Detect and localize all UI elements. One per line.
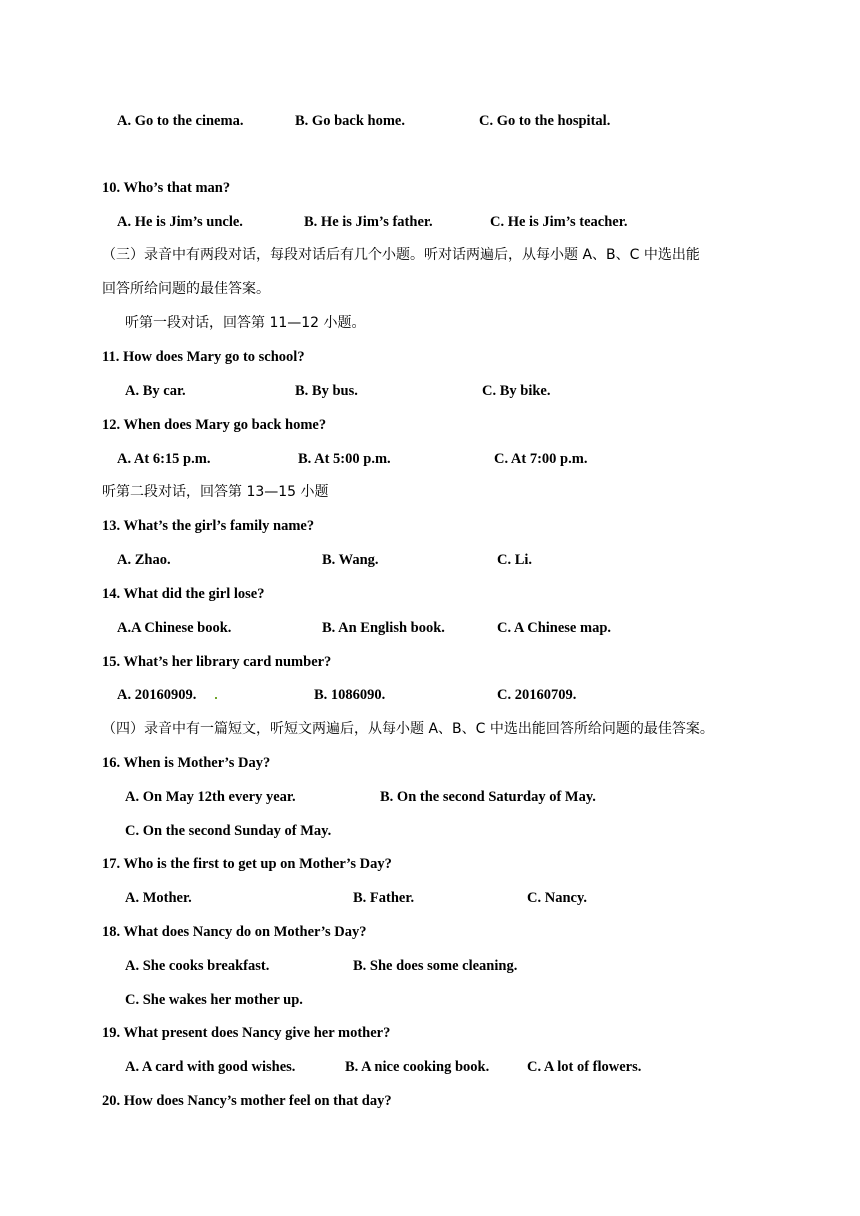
q20-stem: 20. How does Nancy’s mother feel on that day? [102, 1093, 392, 1109]
q12-option-c: C. At 7:00 p.m. [494, 451, 588, 467]
q16-stem: 16. When is Mother’s Day? [102, 755, 271, 771]
q15-stem: 15. What’s her library card number? [102, 654, 332, 670]
q9-option-a: A. Go to the cinema. [117, 113, 244, 129]
q13-stem: 13. What’s the girl’s family name? [102, 518, 315, 534]
q19-option-c: C. A lot of flowers. [527, 1059, 642, 1075]
q17-option-a: A. Mother. [125, 890, 192, 906]
stray-mark [215, 697, 217, 699]
q10-option-c: C. He is Jim’s teacher. [490, 214, 628, 230]
q19-option-b: B. A nice cooking book. [345, 1059, 490, 1075]
q17-stem: 17. Who is the first to get up on Mother’s Day? [102, 856, 392, 872]
q13-option-a: A. Zhao. [117, 552, 171, 568]
section3-instruction-line1: （三）录音中有两段对话，每段对话后有几个小题。听对话两遍后，从每小题 A、B、C 中选出能 [102, 247, 700, 263]
q16-option-b: B. On the second Saturday of May. [380, 789, 596, 805]
q10-stem: 10. Who’s that man? [102, 180, 231, 196]
q11-stem: 11. How does Mary go to school? [102, 349, 305, 365]
dialogue2-heading: 听第二段对话，回答第 13—15 小题 [102, 484, 329, 500]
q12-option-a: A. At 6:15 p.m. [117, 451, 211, 467]
q16-option-c: C. On the second Sunday of May. [125, 823, 332, 839]
q16-option-a: A. On May 12th every year. [125, 789, 296, 805]
q10-option-b: B. He is Jim’s father. [304, 214, 433, 230]
q15-option-b: B. 1086090. [314, 687, 386, 703]
q9-option-b: B. Go back home. [295, 113, 405, 129]
q14-option-b: B. An English book. [322, 620, 445, 636]
q15-option-c: C. 20160709. [497, 687, 577, 703]
q10-option-a: A. He is Jim’s uncle. [117, 214, 243, 230]
q13-option-c: C. Li. [497, 552, 533, 568]
q9-option-c: C. Go to the hospital. [479, 113, 611, 129]
q14-stem: 14. What did the girl lose? [102, 586, 265, 602]
section4-instruction: （四）录音中有一篇短文，听短文两遍后，从每小题 A、B、C 中选出能回答所给问题的最佳答案。 [102, 721, 714, 737]
q18-stem: 18. What does Nancy do on Mother’s Day? [102, 924, 367, 940]
q13-option-b: B. Wang. [322, 552, 379, 568]
q11-option-a: A. By car. [125, 383, 186, 399]
q18-option-c: C. She wakes her mother up. [125, 992, 303, 1008]
q17-option-b: B. Father. [353, 890, 415, 906]
q11-option-c: C. By bike. [482, 383, 551, 399]
q18-option-a: A. She cooks breakfast. [125, 958, 270, 974]
q18-option-b: B. She does some cleaning. [353, 958, 518, 974]
q19-stem: 19. What present does Nancy give her mother? [102, 1025, 391, 1041]
section3-instruction-line2: 回答所给问题的最佳答案。 [102, 281, 270, 297]
q19-option-a: A. A card with good wishes. [125, 1059, 296, 1075]
q17-option-c: C. Nancy. [527, 890, 588, 906]
q14-option-a: A.A Chinese book. [117, 620, 232, 636]
q12-option-b: B. At 5:00 p.m. [298, 451, 391, 467]
q11-option-b: B. By bus. [295, 383, 358, 399]
q14-option-c: C. A Chinese map. [497, 620, 612, 636]
q12-stem: 12. When does Mary go back home? [102, 417, 327, 433]
dialogue1-heading: 听第一段对话，回答第 11—12 小题。 [125, 315, 366, 331]
q15-option-a: A. 20160909. [117, 687, 197, 703]
